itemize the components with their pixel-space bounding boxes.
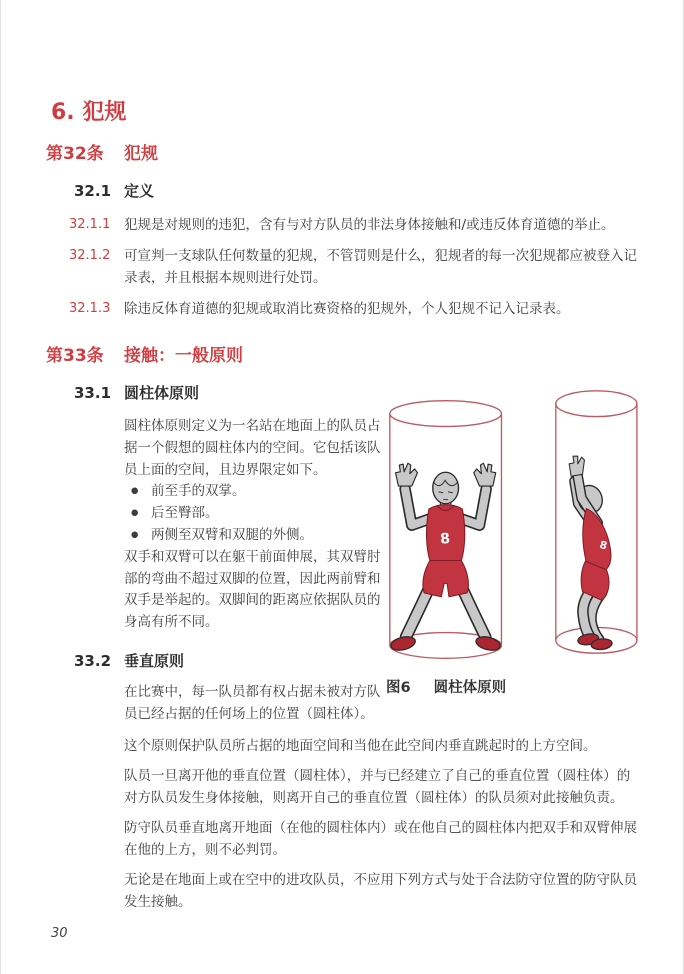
article-33-heading [46, 344, 639, 368]
article-33-title: 接触：一般原则 [124, 346, 243, 366]
verticality-paragraph-3: 队员一旦离开他的垂直位置（圆柱体），并与已经建立了自己的垂直位置（圆柱体）的对方队员发生身体接触，则离开自己的垂直位置（圆柱体）的队员须对此接触负责。 [124, 767, 631, 806]
verticality-paragraph-1: 在比赛中，每一队员都有权占据未被对方队员已经占据的任何场上的位置（圆柱体）。 [124, 683, 381, 722]
rule-number: 32.1.2 [69, 248, 111, 263]
section-32-1-title: 定义 [124, 182, 155, 200]
cylinder-boundary-list [124, 481, 384, 546]
jersey-number-front: 8 [439, 530, 451, 548]
section-33-1-heading [46, 382, 386, 404]
verticality-paragraph-4: 防守队员垂直地离开地面（在他的圆柱体内）或在他自己的圆柱体内把双手和双臂伸展在他的上方，则不必判罚。 [124, 819, 637, 858]
rule-text: 犯规是对规则的违犯，含有与对方队员的非法身体接触和/或违反体育道德的举止。 [124, 217, 615, 233]
section-32-1-heading [46, 180, 639, 202]
rule-item-32-1-3 [46, 298, 639, 320]
rule-text: 除违反体育道德的犯规或取消比赛资格的犯规外，个人犯规不记入记录表。 [124, 301, 570, 317]
rule-item-32-1-1 [46, 214, 639, 236]
text-column [46, 382, 386, 726]
figure-label: 图6 [386, 680, 411, 696]
rule-item-32-1-2 [46, 245, 639, 289]
section-33-2-number: 33.2 [74, 651, 112, 670]
section-33-1-title: 圆柱体原则 [124, 384, 200, 402]
jersey-number-side: 8 [598, 539, 609, 553]
rule-number: 32.1.3 [69, 301, 111, 316]
text-and-figure-row [46, 382, 639, 726]
article-32-heading [46, 142, 639, 166]
rule-number: 32.1.1 [69, 217, 111, 232]
figure-illustrations [386, 382, 641, 668]
section-32-1-number: 32.1 [74, 182, 112, 200]
cylinder-arms-paragraph: 双手和双臂可以在躯干前面伸展，其双臂肘部的弯曲不超过双脚的位置，因此两前臂和双手是举起的。双脚间的距离应依据队员的身高有所不同。 [124, 548, 381, 631]
chapter-title: 6. 犯规 [51, 100, 127, 125]
list-item: ● 前至手的双掌。 [124, 481, 384, 503]
article-32-number: 第32条 [46, 144, 104, 164]
verticality-paragraph-5: 无论是在地面上或在空中的进攻队员，不应用下列方式与处于合法防守位置的防守队员发生接触。 [124, 871, 637, 910]
list-item: ● 两侧至双臂和双腿的外侧。 [124, 525, 384, 547]
section-33-1-number: 33.1 [74, 384, 112, 402]
article-33-number: 第33条 [46, 346, 104, 366]
verticality-paragraph-2: 这个原则保护队员所占据的地面空间和当他在此空间内垂直跳起时的上方空间。 [124, 737, 597, 754]
list-item: ● 后至臀部。 [124, 503, 384, 525]
page-number: 30 [51, 926, 68, 941]
article-32-title: 犯规 [124, 144, 158, 164]
cylinder-definition-paragraph: 圆柱体原则定义为一名站在地面上的队员占据一个假想的圆柱体内的空间。它包括该队员上面的空间，且边界限定如下。 [124, 418, 381, 478]
figure-cylinder-principle [386, 382, 641, 697]
section-33-2-heading [46, 650, 386, 672]
section-33-2-title: 垂直原则 [124, 651, 185, 670]
figure-caption-text: 圆柱体原则 [433, 680, 507, 696]
figure-column [386, 382, 641, 726]
cylinder-player-side-illustration [552, 382, 641, 663]
rule-text: 可宣判一支球队任何数量的犯规，不管罚则是什么，犯规者的每一次犯规都应被登入记录表，并且根据本规则进行处罚。 [124, 248, 637, 286]
cylinder-player-front-illustration [386, 391, 505, 668]
figure-caption [386, 676, 641, 697]
